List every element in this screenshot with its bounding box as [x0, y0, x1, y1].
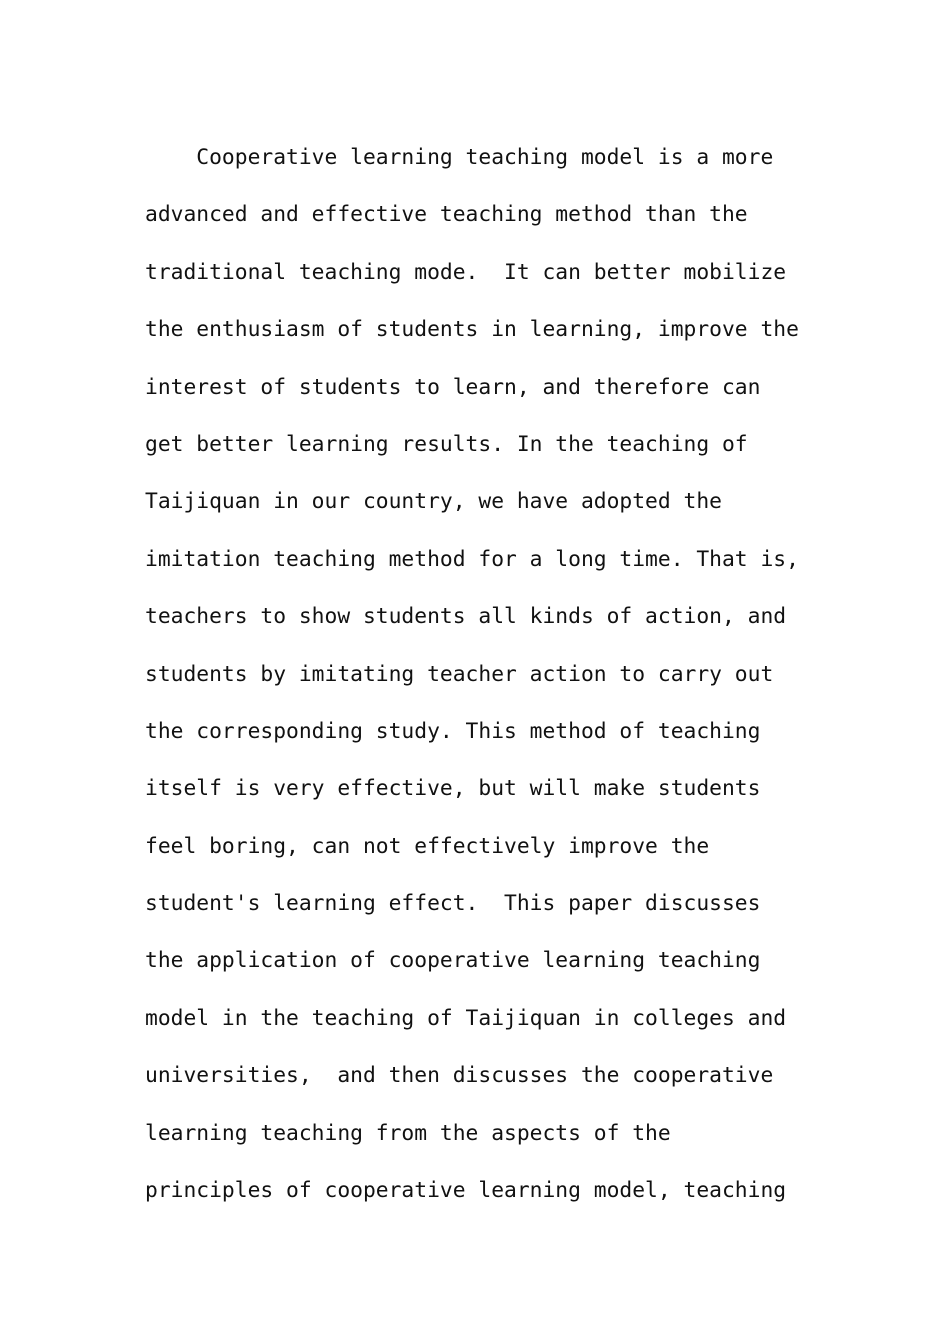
- body-paragraph: [145, 129, 845, 1219]
- paragraph-line: the application of cooperative learning teaching: [145, 948, 761, 974]
- paragraph-line: itself is very effective, but will make students: [145, 776, 761, 802]
- paragraph-line: feel boring, can not effectively improve the: [145, 833, 710, 859]
- paragraph-line: the enthusiasm of students in learning, improve the: [145, 317, 799, 343]
- paragraph-line: interest of students to learn, and therefore can: [145, 374, 761, 400]
- paragraph-line: universities, and then discusses the cooperative: [145, 1063, 774, 1089]
- paragraph-line: get better learning results. In the teaching of: [145, 431, 748, 457]
- paragraph-line: students by imitating teacher action to carry out: [145, 661, 774, 687]
- paragraph-line: model in the teaching of Taijiquan in colleges and: [145, 1005, 787, 1031]
- paragraph-line: student's learning effect. This paper discusses: [145, 891, 761, 917]
- paragraph-line: learning teaching from the aspects of the: [145, 1120, 671, 1146]
- paragraph-line: the corresponding study. This method of teaching: [145, 718, 761, 744]
- paragraph-line: teachers to show students all kinds of action, and: [145, 604, 787, 630]
- paragraph-line: advanced and effective teaching method than the: [145, 202, 748, 228]
- paragraph-line: principles of cooperative learning model, teaching: [145, 1178, 787, 1204]
- paragraph-line: traditional teaching mode. It can better mobilize: [145, 259, 787, 285]
- paragraph-line: Taijiquan in our country, we have adopted the: [145, 489, 722, 515]
- paragraph-line: imitation teaching method for a long time. That is,: [145, 546, 799, 572]
- paragraph-line: Cooperative learning teaching model is a more: [145, 145, 774, 170]
